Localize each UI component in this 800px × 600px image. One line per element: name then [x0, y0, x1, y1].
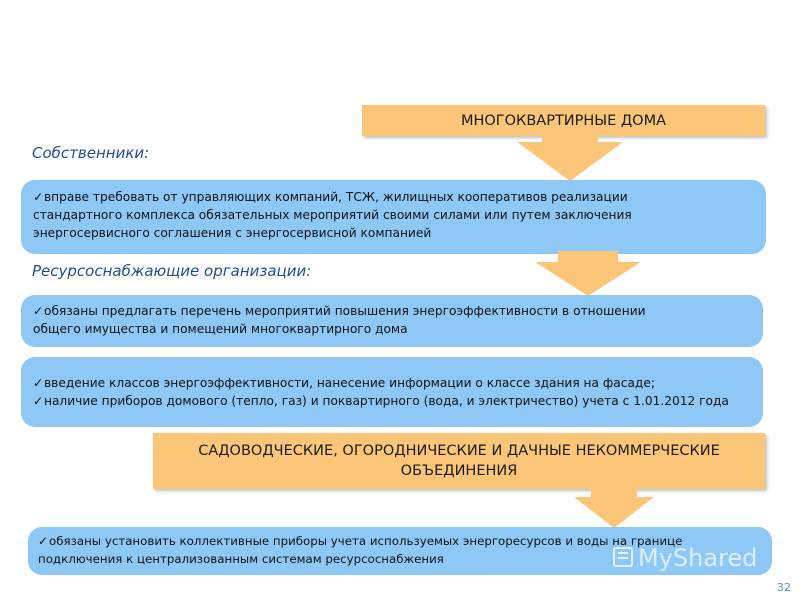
apartments-header-text: МНОГОКВАРТИРНЫЕ ДОМА	[460, 112, 667, 129]
page-number: 32	[777, 581, 791, 594]
owners-rights-box	[21, 180, 766, 254]
resource-line-2: общего имущества и помещений многоквартирного дома	[33, 322, 408, 336]
measures-box	[21, 357, 763, 427]
resource-orgs-label: Ресурсоснабжающие организации:	[32, 262, 312, 280]
owners-line-1: ✓вправе требовать от управляющих компаний, ТСЖ, жилищных кооперативов реализации	[33, 190, 628, 204]
apartments-header	[362, 105, 765, 136]
checkmark-icon: ✓	[33, 304, 44, 318]
resource-orgs-box	[21, 295, 763, 347]
owners-line-2: стандартного комплекса обязательных мероприятий своими силами или путем заключения	[33, 208, 632, 222]
gardens-line-1: ✓обязаны установить коллективные приборы учета используемых энергоресурсов и воды на границе	[38, 534, 683, 548]
checkmark-icon: ✓	[33, 190, 44, 204]
down-arrow-icon	[573, 487, 655, 529]
down-arrow-icon	[533, 251, 643, 297]
measures-item-2: ✓наличие приборов домового (тепло, газ) и поквартирного (вода, и электричество) учета с 1.01.2012 года	[33, 394, 729, 408]
owners-line-3: энергосервисного соглашения с энергосервисной компанией	[33, 226, 432, 240]
myshared-watermark	[612, 542, 762, 572]
gardens-header-line-1: САДОВОДЧЕСКИЕ, ОГОРОДНИЧЕСКИЕ И ДАЧНЫЕ НЕКОММЕРЧЕСКИЕ	[198, 443, 720, 459]
owners-label: Собственники:	[32, 144, 150, 162]
checkmark-icon: ✓	[33, 376, 44, 390]
gardens-header-line-2: ОБЪЕДИНЕНИЯ	[400, 463, 518, 479]
measures-item-1: ✓введение классов энергоэффективности, нанесение информации о классе здания на фасаде;	[33, 376, 655, 390]
checkmark-icon: ✓	[38, 534, 48, 548]
gardens-line-2: подключения к централизованным системам ресурсоснабжения	[38, 552, 444, 566]
resource-line-1: ✓обязаны предлагать перечень мероприятий повышения энергоэффективности в отношении	[33, 304, 646, 318]
checkmark-icon: ✓	[33, 394, 44, 408]
gardens-header	[153, 433, 765, 489]
down-arrow-icon	[515, 134, 625, 182]
watermark-text: MyShared	[638, 544, 758, 572]
